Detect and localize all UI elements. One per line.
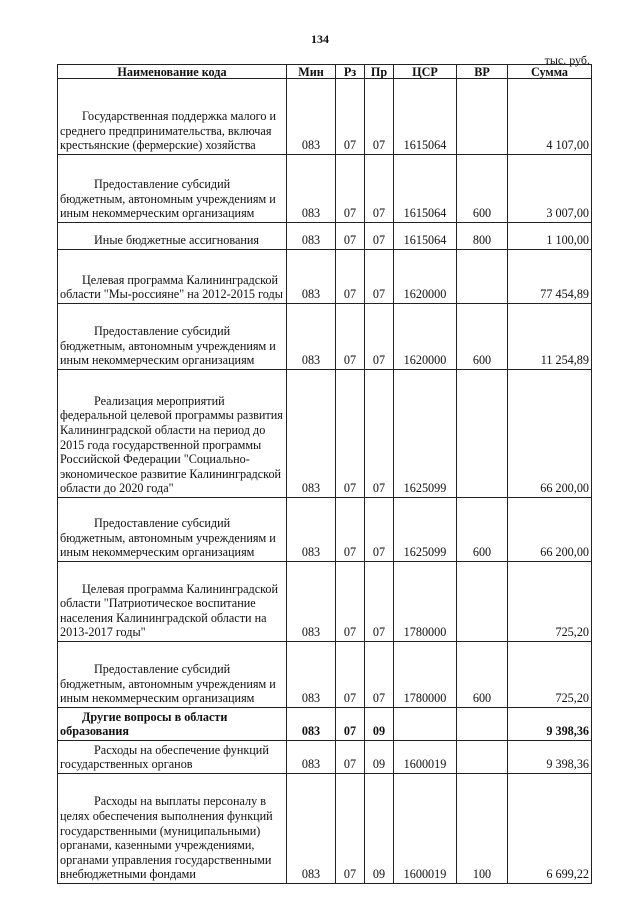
units-label: тыс. руб. (544, 53, 590, 67)
header-rz: Рз (336, 65, 365, 79)
row-pr: 09 (365, 741, 394, 774)
row-min: 083 (287, 304, 336, 370)
row-csr: 1625099 (394, 370, 457, 498)
table-row (58, 370, 592, 498)
row-min: 083 (287, 741, 336, 774)
header-sum: Сумма (508, 65, 592, 79)
table-row (58, 774, 592, 884)
table-row (58, 741, 592, 774)
row-min: 083 (287, 642, 336, 708)
row-pr: 07 (365, 250, 394, 304)
row-rz: 07 (336, 562, 365, 642)
row-vr: 100 (457, 774, 508, 884)
page-number: 134 (311, 32, 329, 46)
row-pr: 07 (365, 562, 394, 642)
row-min: 083 (287, 223, 336, 250)
row-vr (457, 708, 508, 741)
row-min: 083 (287, 155, 336, 223)
header-name: Наименование кода (58, 65, 287, 79)
row-min: 083 (287, 250, 336, 304)
row-pr: 07 (365, 498, 394, 562)
row-vr (457, 250, 508, 304)
row-vr (457, 79, 508, 155)
table-row (58, 562, 592, 642)
row-csr: 1615064 (394, 155, 457, 223)
row-pr: 07 (365, 155, 394, 223)
row-pr: 07 (365, 223, 394, 250)
row-name: Предоставление субсидий бюджетным, автономным учреждениям и иным некоммерческим организациям (58, 155, 287, 223)
row-rz: 07 (336, 642, 365, 708)
row-vr: 600 (457, 304, 508, 370)
row-rz: 07 (336, 774, 365, 884)
row-csr: 1780000 (394, 562, 457, 642)
row-sum: 1 100,00 (508, 223, 592, 250)
row-vr (457, 741, 508, 774)
row-vr (457, 370, 508, 498)
row-sum: 725,20 (508, 562, 592, 642)
row-name: Целевая программа Калининградской области "Патриотическое воспитание населения Калининградской области на 2013-2017 годы" (58, 562, 287, 642)
row-min: 083 (287, 370, 336, 498)
header-vr: ВР (457, 65, 508, 79)
row-rz: 07 (336, 304, 365, 370)
row-sum: 77 454,89 (508, 250, 592, 304)
row-rz: 07 (336, 79, 365, 155)
row-name: Иные бюджетные ассигнования (58, 223, 287, 250)
table-row (58, 304, 592, 370)
row-name: Другие вопросы в области образования (58, 708, 287, 741)
row-min: 083 (287, 79, 336, 155)
row-vr: 600 (457, 498, 508, 562)
row-pr: 09 (365, 708, 394, 741)
row-name: Расходы на обеспечение функций государственных органов (58, 741, 287, 774)
table-row (58, 708, 592, 741)
row-name: Государственная поддержка малого и среднего предпринимательства, включая крестьянские (фермерские) хозяйства (58, 79, 287, 155)
row-rz: 07 (336, 250, 365, 304)
table-row (58, 223, 592, 250)
row-sum: 4 107,00 (508, 79, 592, 155)
row-pr: 07 (365, 304, 394, 370)
row-pr: 07 (365, 79, 394, 155)
row-sum: 66 200,00 (508, 498, 592, 562)
row-rz: 07 (336, 498, 365, 562)
header-pr: Пр (365, 65, 394, 79)
row-rz: 07 (336, 708, 365, 741)
row-min: 083 (287, 774, 336, 884)
table-row (58, 79, 592, 155)
table-row (58, 642, 592, 708)
row-pr: 07 (365, 370, 394, 498)
header-min: Мин (287, 65, 336, 79)
row-sum: 3 007,00 (508, 155, 592, 223)
row-csr (394, 708, 457, 741)
row-sum: 9 398,36 (508, 708, 592, 741)
row-min: 083 (287, 498, 336, 562)
row-name: Целевая программа Калининградской области "Мы-россияне" на 2012-2015 годы (58, 250, 287, 304)
row-csr: 1615064 (394, 223, 457, 250)
table-row (58, 498, 592, 562)
row-name: Расходы на выплаты персоналу в целях обеспечения выполнения функций государственными (муниципальными) органами, казенными учреждениями, органами управления государственными внебюджетными фондами (58, 774, 287, 884)
row-sum: 9 398,36 (508, 741, 592, 774)
row-csr: 1600019 (394, 741, 457, 774)
row-rz: 07 (336, 741, 365, 774)
table-row (58, 250, 592, 304)
row-vr: 800 (457, 223, 508, 250)
row-pr: 09 (365, 774, 394, 884)
row-rz: 07 (336, 155, 365, 223)
row-csr: 1780000 (394, 642, 457, 708)
row-csr: 1600019 (394, 774, 457, 884)
table-header-row (58, 65, 592, 79)
row-csr: 1620000 (394, 304, 457, 370)
budget-table (57, 64, 592, 884)
row-sum: 725,20 (508, 642, 592, 708)
row-vr: 600 (457, 155, 508, 223)
row-csr: 1615064 (394, 79, 457, 155)
row-sum: 66 200,00 (508, 370, 592, 498)
row-sum: 6 699,22 (508, 774, 592, 884)
row-rz: 07 (336, 223, 365, 250)
row-sum: 11 254,89 (508, 304, 592, 370)
row-vr (457, 562, 508, 642)
row-csr: 1620000 (394, 250, 457, 304)
row-vr: 600 (457, 642, 508, 708)
row-name: Предоставление субсидий бюджетным, автономным учреждениям и иным некоммерческим организациям (58, 304, 287, 370)
row-min: 083 (287, 708, 336, 741)
table-row (58, 155, 592, 223)
row-min: 083 (287, 562, 336, 642)
row-name: Предоставление субсидий бюджетным, автономным учреждениям и иным некоммерческим организациям (58, 642, 287, 708)
header-csr: ЦСР (394, 65, 457, 79)
row-rz: 07 (336, 370, 365, 498)
row-csr: 1625099 (394, 498, 457, 562)
row-name: Реализация мероприятий федеральной целевой программы развития Калининградской области на период до 2015 года государственной программы Российской Федерации "Социально-экономическое развитие Калининградской области до 2020 года" (58, 370, 287, 498)
row-pr: 07 (365, 642, 394, 708)
row-name: Предоставление субсидий бюджетным, автономным учреждениям и иным некоммерческим организациям (58, 498, 287, 562)
